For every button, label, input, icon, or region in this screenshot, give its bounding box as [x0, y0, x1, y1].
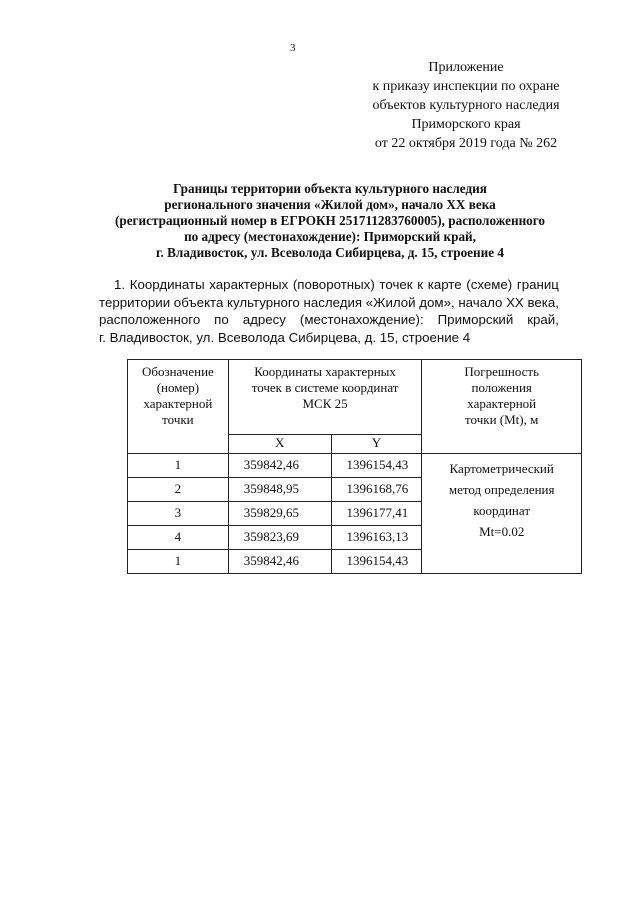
appendix-line: от 22 октября 2019 года № 262	[374, 136, 558, 151]
word: карте	[427, 277, 462, 292]
x-cell: 359842,46	[228, 550, 331, 574]
method-line: координат	[473, 503, 531, 518]
x-cell: 359829,65	[228, 502, 331, 526]
header-line: точки	[162, 412, 194, 427]
header-line: Погрешность	[464, 364, 540, 379]
word: границ	[516, 277, 559, 292]
table-row	[128, 454, 582, 478]
word: Приморский	[437, 312, 514, 327]
point-cell: 2	[128, 478, 229, 502]
word: точек	[379, 277, 413, 292]
word: XX	[506, 294, 524, 310]
point-cell: 4	[128, 526, 229, 550]
word: (местонахождение):	[299, 312, 424, 327]
word: 1.	[114, 277, 126, 292]
word: по	[214, 312, 229, 327]
appendix-line: объектов культурного наследия	[372, 98, 560, 113]
method-cell	[422, 454, 582, 574]
header-line: Координаты характерных	[254, 364, 396, 379]
header-line: характерной	[143, 396, 213, 411]
point-cell: 1	[128, 454, 229, 478]
title-line: Границы территории объекта культурного наследия	[173, 181, 487, 196]
word: территории	[99, 294, 171, 310]
point-cell: 3	[128, 502, 229, 526]
word: века,	[527, 294, 559, 310]
word: расположенного	[99, 312, 201, 327]
coordinates-table	[127, 359, 582, 574]
word: культурного	[227, 294, 300, 310]
title-line: г. Владивосток, ул. Всеволода Сибирцева, д. 15, строение 4	[156, 245, 504, 260]
word: адресу	[242, 312, 286, 327]
paragraph-line: г. Владивосток, ул. Всеволода Сибирцева, д. 15, строение 4	[99, 329, 471, 345]
document-title	[100, 181, 560, 261]
header-x: X	[228, 435, 331, 454]
word: (поворотных)	[292, 277, 375, 292]
title-line: (регистрационный номер в ЕГРОКН 251711283760005), расположенного	[114, 213, 546, 228]
paragraph-line	[99, 294, 559, 312]
method-line: Картометрический	[449, 461, 554, 476]
header-coordinates	[228, 360, 422, 435]
word: к	[417, 277, 424, 292]
appendix-block	[356, 58, 576, 153]
method-line: метод определения	[448, 482, 555, 497]
header-point	[128, 360, 229, 454]
word: объекта	[173, 294, 224, 310]
word: (схеме)	[466, 277, 513, 292]
page-number: 3	[290, 42, 296, 54]
x-cell: 359823,69	[228, 526, 331, 550]
y-cell: 1396154,43	[331, 550, 422, 574]
header-error	[422, 360, 582, 454]
word: дом»,	[419, 294, 455, 310]
header-line: точки (Mt), м	[465, 412, 539, 427]
header-line: характерной	[467, 396, 537, 411]
body-paragraph	[99, 276, 559, 346]
method-line: Mt=0.02	[479, 524, 525, 539]
word: наследия	[303, 294, 363, 310]
paragraph-line	[99, 311, 559, 329]
header-line: МСК 25	[302, 396, 348, 411]
word: характерных	[209, 277, 289, 292]
word: Координаты	[129, 277, 205, 292]
header-y: Y	[331, 435, 422, 454]
x-cell: 359848,95	[228, 478, 331, 502]
point-cell: 1	[128, 550, 229, 574]
word: начало	[458, 294, 503, 310]
title-line: регионального значения «Жилой дом», начало XX века	[164, 197, 496, 212]
header-line: положения	[471, 380, 532, 395]
appendix-line: Приморского края	[411, 117, 521, 132]
appendix-line: Приложение	[428, 60, 504, 75]
title-line: по адресу (местонахождение): Приморский край,	[184, 229, 476, 244]
y-cell: 1396163,13	[331, 526, 422, 550]
header-line: точек в системе координат	[251, 380, 399, 395]
y-cell: 1396177,41	[331, 502, 422, 526]
x-cell: 359842,46	[228, 454, 331, 478]
y-cell: 1396154,43	[331, 454, 422, 478]
word: край,	[527, 312, 559, 327]
y-cell: 1396168,76	[331, 478, 422, 502]
word: «Жилой	[365, 294, 416, 310]
appendix-line: к приказу инспекции по охране	[372, 79, 560, 94]
paragraph-line	[99, 276, 559, 294]
header-line: Обозначение	[141, 364, 214, 379]
header-line: (номер)	[156, 380, 200, 395]
